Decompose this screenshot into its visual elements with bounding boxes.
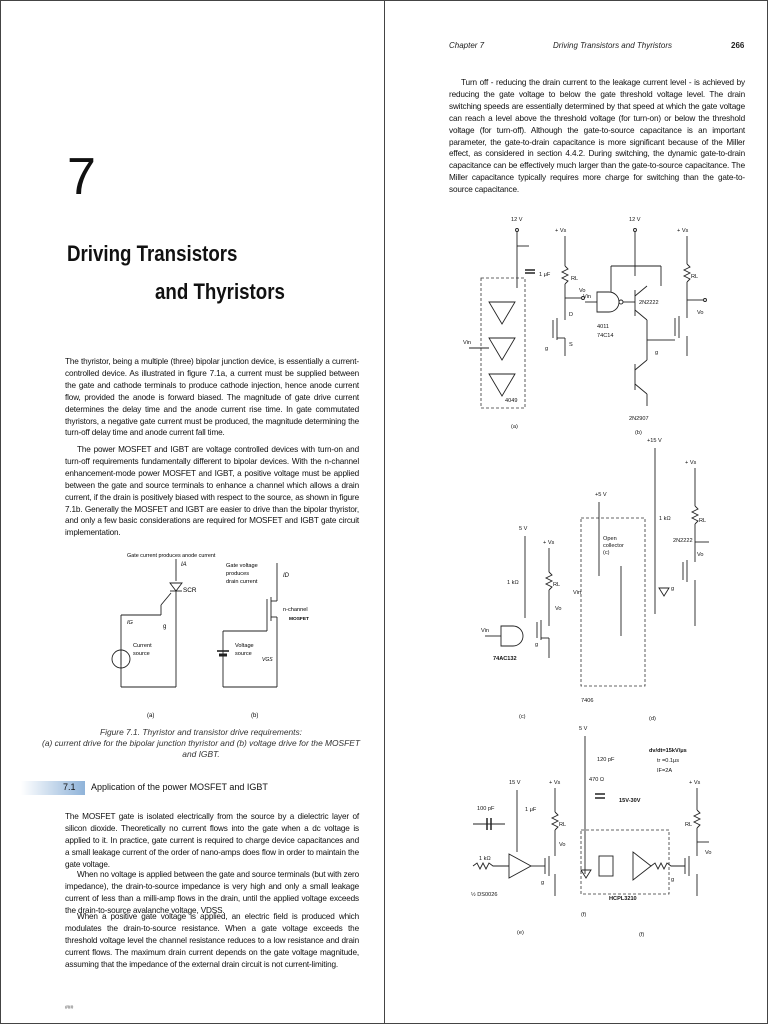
wire	[161, 593, 171, 605]
inverter-bubble	[619, 300, 623, 304]
resistor-rl	[546, 572, 552, 590]
ic7406-label: 7406	[581, 698, 594, 704]
k1-label-c: 1 kΩ	[507, 580, 519, 586]
footer-mark: ###	[65, 1005, 74, 1011]
intro-paragraph-1: The thyristor, being a multiple (three) bipolar junction device, is essentially a current-controlled device. As illustrated in figure 7.1a, a current must be supplied between the gate and cathode terminals to produce cathode injection, hence anode current flow, provided the anode is forward biased. The magnitude of gate drive current determines the delay time and the anode current rise time. In gate commutated thyristors, a negative gate current must be produced, the magnitude determining the turn-off delay time and anode current fall time.	[65, 357, 359, 438]
rl-label-f: RL	[685, 822, 693, 828]
q2n2222-label-b: 2N2222	[639, 300, 659, 306]
g-label-f: g	[671, 877, 675, 883]
f-side-label: (f)	[581, 912, 587, 918]
sub-f-label: (f)	[639, 932, 645, 938]
g-label-e: g	[541, 880, 545, 886]
page-number: 266	[731, 41, 745, 50]
section-paragraph-2: When no voltage is applied between the gate and source terminals (but with zero impedance), the drain-to-source impedance is very high and only a small leakage current of less than a milli-amp flows in the drain, until the applied voltage exceeds the drain-to-source avalanche voltage, VDSS.	[65, 870, 359, 915]
hcpl-label: HCPL3210	[609, 896, 637, 902]
current-source-label: Current source	[133, 643, 152, 657]
resistor-1k	[473, 863, 509, 869]
vs-label-d: + Vs	[685, 460, 697, 466]
vs-label-f: + Vs	[689, 780, 701, 786]
intro-paragraph-2: The power MOSFET and IGBT are voltage controlled devices with turn-on and turn-off requirements fundamentally different to bipolar devices. With the n-channel enhancement-mode power MOSFET and IGBT, a positive voltage must be applied between the gate and source terminals to enhance a channel which allows a drain current, if the drain is positively biased with respect to the source, as shown in figure 7.1b. Generally the MOSFET and IGBT are easier to drive than the bipolar thyristor, and only a few basic considerations are required for MOSFET and IGBT gate circuit implementation.	[65, 445, 359, 538]
vo-label-d: Vo	[697, 552, 704, 558]
pf100-label: 100 pF	[477, 806, 495, 812]
g-label-a: g	[545, 346, 549, 352]
fig-a-label: Gate current produces anode current	[127, 553, 216, 559]
fig-b-label: Gate voltage produces drain current	[226, 563, 258, 585]
running-title: Driving Transistors and Thyristors	[553, 41, 672, 50]
resistor-rl	[692, 506, 698, 524]
fig-a-sublabel: (a)	[147, 713, 155, 719]
d-label: D	[569, 312, 574, 318]
q2n2222-label-d: 2N2222	[673, 538, 693, 544]
hcpl-box	[581, 830, 669, 894]
g-label: g	[163, 624, 167, 630]
buffer	[489, 374, 515, 396]
s-label: S	[569, 342, 573, 348]
r470-label: 470 Ω	[589, 777, 605, 783]
transistor-emitter	[635, 360, 647, 370]
sub-a-label: (a)	[511, 424, 518, 430]
v5b-label: 5 V	[519, 526, 528, 532]
v5c-label: 5 V	[579, 726, 588, 732]
transistor-emitter	[635, 310, 647, 320]
open-collector-label: Open collector (c)	[603, 536, 624, 556]
vin-label-c: Vin	[481, 628, 489, 634]
resistor-rl	[694, 810, 700, 828]
id-label: ID	[283, 573, 289, 579]
q2n2907-label: 2N2907	[629, 416, 649, 422]
nchannel-label: n-channel	[283, 607, 308, 613]
right-page	[384, 0, 768, 1024]
g-label-b: g	[655, 350, 659, 356]
ic74c14-label: 74C14	[597, 333, 614, 339]
vin-label-d: Vin	[573, 590, 581, 596]
vo-label-f: Vo	[705, 850, 712, 856]
figure-caption	[41, 727, 361, 760]
scr-symbol	[170, 583, 182, 591]
k1-label-d: 1 kΩ	[659, 516, 671, 522]
section-number: 7.1	[63, 782, 76, 792]
ds0026-label: ½ DS0026	[471, 892, 498, 898]
ig-label: IG	[127, 620, 133, 626]
chapter-title-line1: Driving Transistors	[67, 241, 238, 266]
uf1b-label: 1 μF	[525, 807, 537, 813]
vo-label-a: Vo	[579, 288, 586, 294]
fig-b-sublabel: (b)	[251, 713, 259, 719]
rl-label-b: RL	[691, 274, 699, 280]
v1530-label: 15V-30V	[619, 798, 641, 804]
caption-line1: Figure 7.1. Thyristor and transistor drive requirements:	[99, 727, 302, 737]
pf120-label: 120 pF	[597, 757, 615, 763]
v5-label: +5 V	[595, 492, 607, 498]
v15-label: +15 V	[647, 438, 662, 444]
resistor-rl	[562, 266, 568, 284]
vo-label-c: Vo	[555, 606, 562, 612]
nand-gate	[597, 292, 619, 312]
terminal	[704, 299, 707, 302]
scr-label: SCR	[183, 587, 197, 594]
ic74ac132-label: 74AC132	[493, 656, 517, 662]
section-title: Application of the power MOSFET and IGBT	[91, 782, 268, 792]
mosfet-label: MOSFET	[289, 617, 309, 622]
g-label-d: g	[671, 586, 675, 592]
ic4011-label: 4011	[597, 324, 610, 330]
ic4049-label: 4049	[505, 398, 518, 404]
rl-label-e: RL	[559, 822, 567, 828]
vo-label-b: Vo	[697, 310, 704, 316]
buffer	[489, 338, 515, 360]
section-paragraph-3: When a positive gate voltage is applied, an electric field is produced which modulates the drain-to-source resistance. When a gate voltage exceeds the threshold voltage level the channel resistance reduces to a low resistance and drain current flows. The maximum drain current depends on the gate voltage magnitude, assuming that the impedance of the external drain circuit is not current-limiting.	[65, 912, 359, 969]
chapter-number: 7	[67, 148, 95, 206]
transistor-collector	[635, 384, 647, 394]
sub-d-label: (d)	[649, 716, 656, 722]
if-label: IF=2A	[657, 768, 673, 774]
k1b-label: 1 kΩ	[479, 856, 491, 862]
buffer	[489, 302, 515, 324]
ic-4049-box	[481, 278, 525, 408]
v12a-label: 12 V	[511, 217, 523, 223]
driver	[509, 854, 531, 878]
resistor	[651, 863, 685, 869]
opto-buffer	[633, 852, 651, 880]
g-label-c: g	[535, 642, 539, 648]
transistor-collector	[635, 286, 647, 296]
vo-label-e: Vo	[559, 842, 566, 848]
rl-label-d: RL	[699, 518, 707, 524]
gate-drive-circuits	[385, 206, 768, 946]
voltage-source-label: Voltage source	[235, 643, 254, 657]
vs-label-b: + Vs	[677, 228, 689, 234]
sub-e-label: (e)	[517, 930, 524, 936]
chapter-title-line2: and Thyristors	[155, 279, 285, 304]
vs-label-e: + Vs	[549, 780, 561, 786]
figure-7-1	[101, 549, 321, 721]
tr-label: tr =0.1μs	[657, 758, 680, 764]
section-paragraph-1: The MOSFET gate is isolated electrically from the source by a dielectric layer of silicon dioxide. Theoretically no current flows into the gate when a dc voltage is applied to it. In practice, gate current is required to charge device capacitances and a small leakage current of the order of nano-amps does flow in order to maintain the gate voltage.	[65, 812, 359, 869]
sub-b-label: (b)	[635, 430, 642, 436]
v12b-label: 12 V	[629, 217, 641, 223]
led	[581, 870, 591, 878]
resistor-rl	[552, 812, 558, 830]
resistor-rl	[684, 264, 690, 282]
schmitt-nand	[501, 626, 523, 646]
running-chapter: Chapter 7	[449, 41, 485, 50]
uf1-label: 1 μF	[539, 272, 551, 278]
schmitt-block	[599, 856, 613, 876]
vin-label-b: Vin	[583, 294, 591, 300]
vin-label-a: Vin	[463, 340, 471, 346]
rl-label-a: RL	[571, 276, 579, 282]
vs-label-c: + Vs	[543, 540, 555, 546]
dvdt-label: dv/dt=15kV/μs	[649, 748, 687, 754]
vgs-label: VGS	[262, 657, 273, 663]
diode	[659, 588, 669, 596]
v15a-label: 15 V	[509, 780, 521, 786]
sub-c-label: (c)	[519, 714, 526, 720]
right-paragraph: Turn off - reducing the drain current to the leakage current level - is achieved by reducing the gate voltage to below the gate threshold voltage level. The drain switching speeds are essentially determined by that speed at which the gate voltage can reach a level above the threshold voltage (for turn-on) or below the threshold voltage (for turn-off). Although the gate-to-source capacitance is an important parameter, the gate-to-drain capacitance is more significant because of the Miller effect, as considered in section 4.4.2. During switching, the dynamic gate-to-drain capacitance can be effectively much larger than the gate-to-source capacitance. The Miller capacitance typically requires more charge for switching than the gate-to-source capacitance.	[449, 78, 745, 195]
rl-label-c: RL	[553, 582, 561, 588]
vs-label-a: + Vs	[555, 228, 567, 234]
caption-line2: (a) current drive for the bipolar junction thyristor and (b) voltage drive for the MOSFET and IGBT.	[42, 738, 360, 759]
terminal	[516, 229, 519, 232]
terminal	[634, 229, 637, 232]
ia-label: IA	[181, 562, 187, 568]
